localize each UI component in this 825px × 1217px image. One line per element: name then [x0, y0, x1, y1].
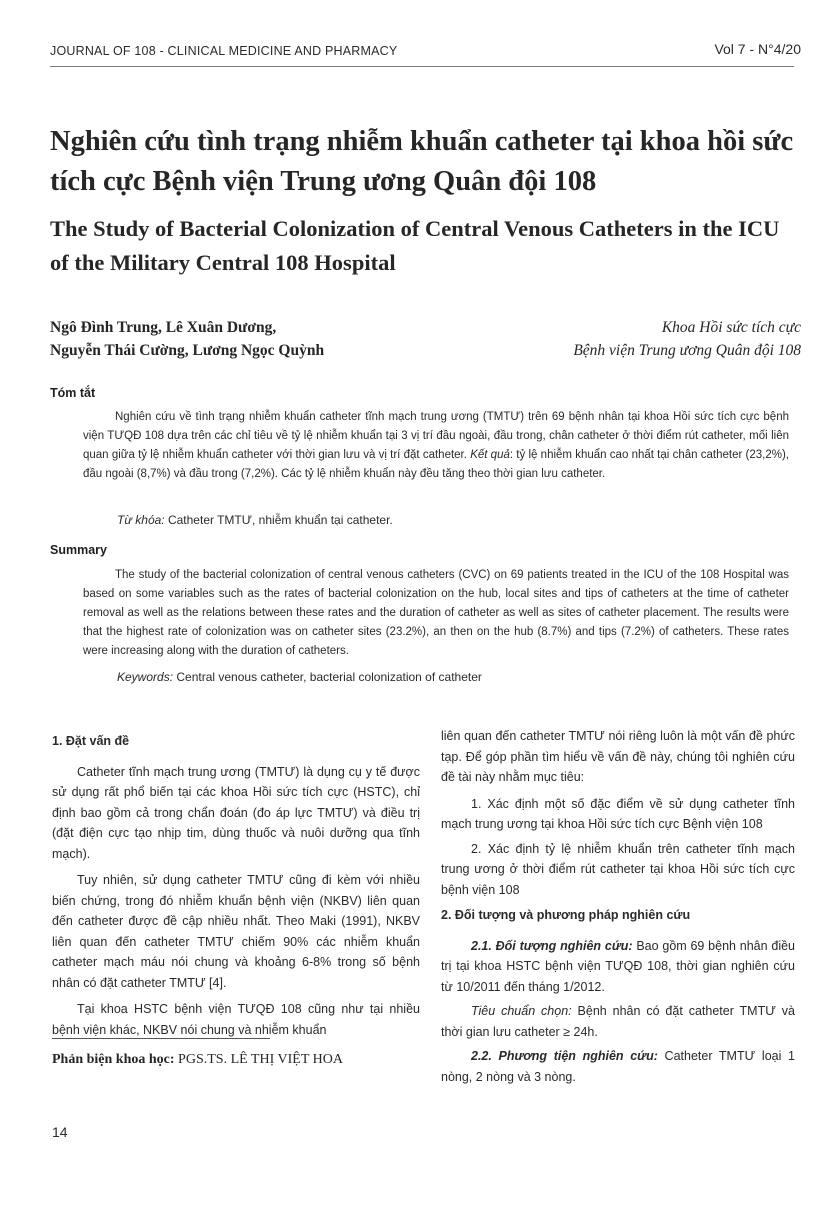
- affiliation-line: Khoa Hồi sức tích cực: [661, 319, 801, 336]
- paragraph: Tuy nhiên, sử dụng catheter TMTƯ cũng đi kèm với nhiều biến chứng, trong đó nhiễm khuẩn bệnh viện (NKBV) liên quan đến catheter được đề cập nhiều nhất. Theo Maki (1991), NKBV liên quan đến catheter TMTƯ chiếm 90% các nhiễm khuẩn catheter mạch máu nói chung và khoảng 6-8% trong số bệnh nhân có đặt catheter TMTƯ [4].: [52, 873, 420, 990]
- journal-name: JOURNAL OF 108 - CLINICAL MEDICINE AND PHARMACY: [50, 44, 398, 58]
- affiliation: [573, 316, 801, 362]
- right-column: [441, 726, 795, 1091]
- keywords-en-label: Keywords:: [117, 670, 174, 684]
- keywords-en-text: Central venous catheter, bacterial colonization of catheter: [173, 670, 482, 684]
- abstract-vn-heading: Tóm tắt: [50, 386, 96, 400]
- volume-issue: Vol 7 - N°4/20: [714, 41, 801, 57]
- title-vietnamese: Nghiên cứu tình trạng nhiễm khuẩn catheter tại khoa hồi sức tích cực Bệnh viện Trung ương Quân đội 108: [50, 126, 794, 197]
- subsection-text: Catheter TMTƯ loại 1 nòng, 2 nòng và 3 nòng.: [441, 1049, 795, 1084]
- paragraph: Tại khoa HSTC bệnh viện TƯQĐ 108 cũng như tại nhiều bệnh viện khác, NKBV nói chung và nhiễm khuẩn: [52, 1002, 420, 1037]
- subsection-label: 2.1. Đối tượng nghiên cứu:: [471, 938, 633, 953]
- criteria-label: Tiêu chuẩn chọn:: [471, 1004, 572, 1018]
- keywords-en: [117, 670, 482, 684]
- subsection-2-2: [441, 1046, 795, 1087]
- section-2-heading: 2. Đối tượng và phương pháp nghiên cứu: [441, 908, 691, 922]
- summary-heading: Summary: [50, 543, 107, 557]
- keywords-vn-label: Từ khóa:: [117, 513, 165, 527]
- section-1-heading: 1. Đặt vấn đề: [52, 734, 130, 748]
- title-english: The Study of Bacterial Colonization of Central Venous Catheters in the ICU of the Military Central 108 Hospital: [50, 216, 780, 275]
- paragraph: liên quan đến catheter TMTƯ nói riêng luôn là một vấn đề phức tạp. Để góp phần tìm hiểu về vấn đề này, chúng tôi nghiên cứu đề tài này nhằm mục tiêu:: [441, 729, 795, 784]
- header-divider: [50, 66, 794, 67]
- result-label: Kết quả: [470, 449, 510, 461]
- reviewer-footnote: [52, 1052, 343, 1068]
- affiliation-line: Bệnh viện Trung ương Quân đội 108: [573, 342, 801, 359]
- author-line: Nguyễn Thái Cường, Lương Ngọc Quỳnh: [50, 342, 325, 359]
- paragraph: Catheter tĩnh mạch trung ương (TMTƯ) là dụng cụ y tế được sử dụng rất phổ biến tại các khoa Hồi sức tích cực (HSTC), chỉ định bao gồm cả trong chẩn đoán (đo áp lực TMTƯ) và điều trị (đặt điện cực tạo nhịp tim, dùng thuốc và nuôi dưỡng qua tĩnh mạch).: [52, 764, 420, 861]
- summary-text: The study of the bacterial colonization of central venous catheters (CVC) on 69 patients treated in the ICU of the 108 Hospital was based on some variables such as the rates of bacterial colonization on the hub, local sites and tips of catheters at the time of catheter removal as well as the relations between these rates and the duration of catheter as well as sites of catheter placement. The results were that the highest rate of colonization was on catheter sites (23.2%), an then on the hub (8.7%) and tips (7.2%) of catheters. These rates were increasing along with the duration of catheters.: [83, 569, 789, 657]
- author-line: Ngô Đình Trung, Lê Xuân Dương,: [50, 319, 277, 336]
- abstract-vn-text-part: Nghiên cứu về tình trạng nhiễm khuẩn catheter tĩnh mạch trung ương (TMTƯ) trên 69 bệnh nhân tại khoa Hồi sức tích cực bệnh viện TƯQĐ 108 dựa trên các chỉ tiêu về tỷ lệ nhiễm khuẩn tại 3 vị trí đầu ngoài, đầu trong, chân catheter ở thời điểm rút catheter, mối liên quan giữa tỷ lệ nhiễm khuẩn catheter với thời gian lưu và vị trí đặt catheter.: [83, 411, 789, 461]
- subsection-2-1: [441, 936, 795, 998]
- footnote-label: Phản biện khoa học:: [52, 1052, 175, 1067]
- subsection-label: 2.2. Phương tiện nghiên cứu:: [471, 1049, 658, 1063]
- keywords-vn: [117, 513, 393, 527]
- abstract-vn-text: [83, 408, 789, 484]
- subsection-text: Bao gồm 69 bệnh nhân điều trị tại khoa HSTC bệnh viện TƯQĐ 108, thời gian nghiên cứu từ 10/2011 đến tháng 1/2012.: [441, 938, 795, 994]
- footnote-text: PGS.TS. LÊ THỊ VIỆT HOA: [174, 1052, 343, 1067]
- objective-item: 1. Xác định một số đặc điểm về sử dụng catheter tĩnh mạch trung ương tại khoa Hồi sức tích cực Bệnh viện 108: [441, 796, 795, 831]
- inclusion-criteria: [441, 1001, 795, 1042]
- page-number: 14: [52, 1124, 68, 1140]
- left-column: [52, 726, 420, 1046]
- footnote-divider: [52, 1038, 270, 1039]
- objective-item: 2. Xác định tỷ lệ nhiễm khuẩn trên catheter tĩnh mạch trung ương ở thời điểm rút catheter tại khoa Hồi sức tích cực bệnh viện 108: [441, 841, 795, 897]
- keywords-vn-text: Catheter TMTƯ, nhiễm khuẩn tại catheter.: [164, 513, 393, 527]
- abstract-vn-text-part: : tỷ lệ nhiễm khuẩn cao nhất tại chân catheter (23,2%), đầu ngoài (8,7%) và đầu trong (7,2%). Các tỷ lệ nhiễm khuẩn này đều tăng theo thời gian lưu catheter.: [83, 449, 789, 480]
- author-list: [50, 316, 324, 362]
- criteria-text: Bệnh nhân có đặt catheter TMTƯ và thời gian lưu catheter ≥ 24h.: [441, 1004, 795, 1039]
